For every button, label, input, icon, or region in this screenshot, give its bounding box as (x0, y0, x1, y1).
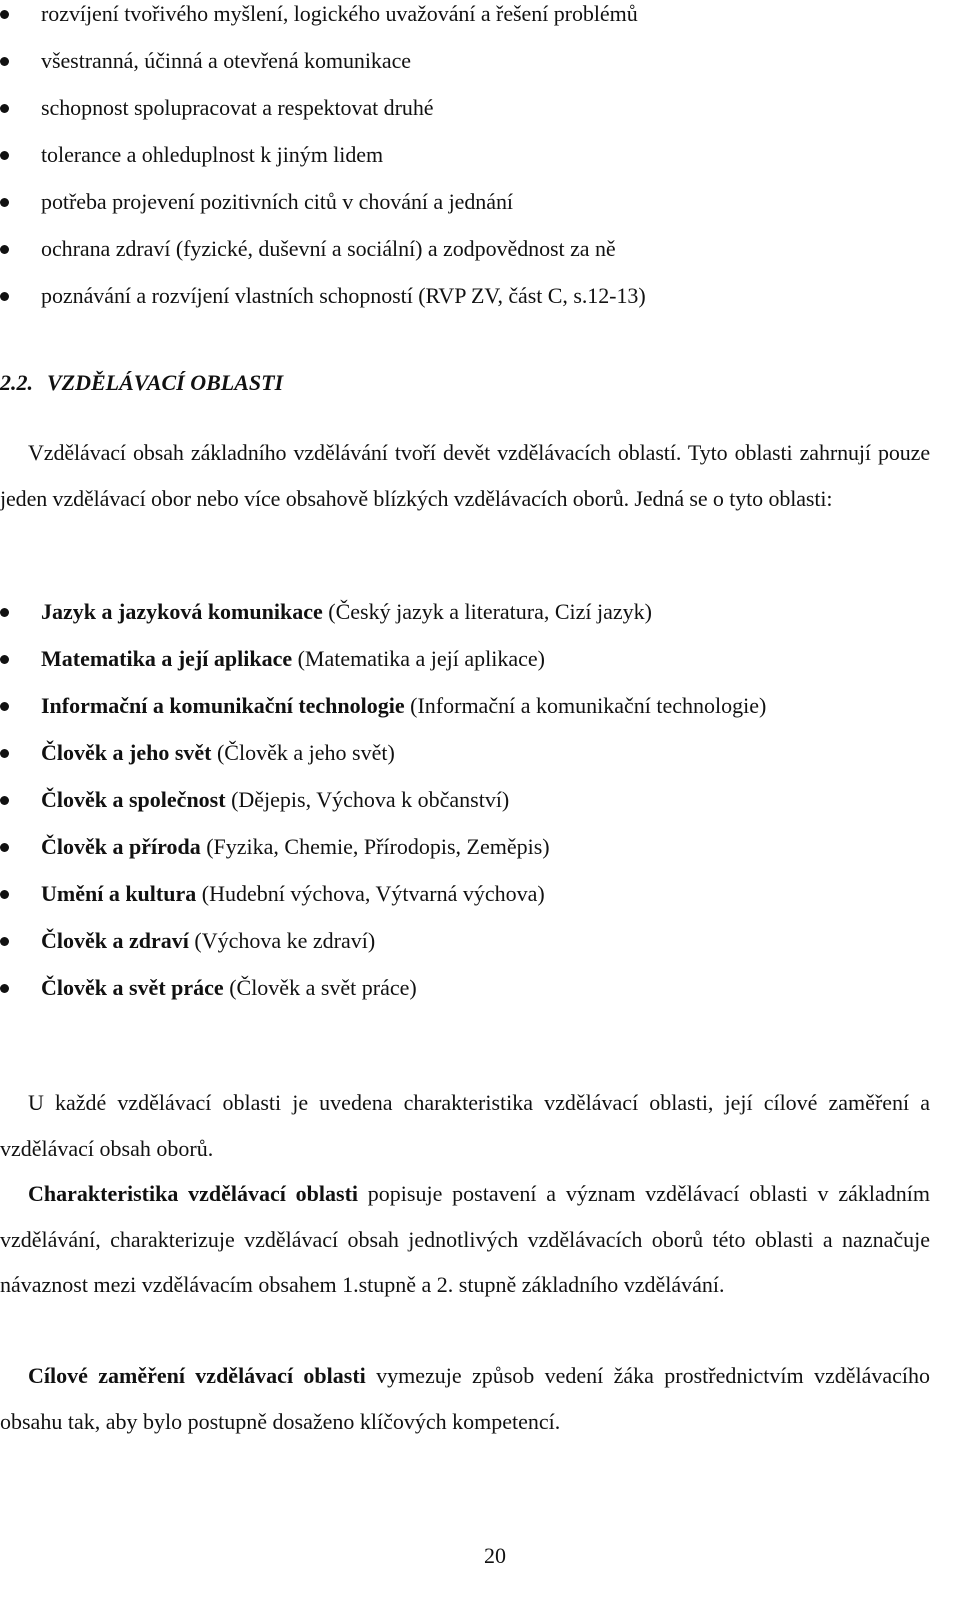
paragraph-characteristics: Charakteristika vzdělávací oblasti popisuje postavení a význam vzdělávací oblasti v základním vzdělávání, charakterizuje vzdělávací obsah jednotlivých vzdělávacích oborů této oblasti a naznačuje návaznost mezi vzdělávacím obsahem 1.stupně a 2. stupně základního vzdělávání. (0, 1181, 930, 1297)
list-item (0, 832, 940, 879)
section-title: VZDĚLÁVACÍ OBLASTI (47, 370, 284, 395)
bullet-icon (0, 608, 9, 617)
term-goals: Cílové zaměření vzdělávací oblasti (28, 1363, 366, 1388)
bullet-icon (0, 984, 9, 993)
area-name: Člověk a zdraví (41, 928, 189, 953)
area-name: Člověk a společnost (41, 787, 226, 812)
list-item: tolerance a ohleduplnost k jiným lidem (0, 140, 940, 187)
section-heading (0, 368, 283, 398)
bullet-icon (0, 937, 9, 946)
area-subjects: (Hudební výchova, Výtvarná výchova) (196, 881, 545, 906)
page-number: 20 (484, 1543, 506, 1568)
list-item (0, 691, 940, 738)
list-item (0, 597, 940, 644)
list-item: potřeba projevení pozitivních citů v chování a jednání (0, 187, 940, 234)
area-name: Umění a kultura (41, 881, 197, 906)
list-item (0, 926, 940, 973)
list-item: schopnost spolupracovat a respektovat druhé (0, 93, 940, 140)
section-number: 2.2. (0, 370, 33, 395)
bullet-icon (0, 843, 9, 852)
area-subjects: (Výchova ke zdraví) (188, 928, 376, 953)
paragraph-each-area: U každé vzdělávací oblasti je uvedena charakteristika vzdělávací oblasti, její cílové zaměření a vzdělávací obsah oborů. (0, 1090, 930, 1161)
education-areas-list (0, 597, 940, 1020)
bullet-icon (0, 749, 9, 758)
paragraph-goals: Cílové zaměření vzdělávací oblasti vymezuje způsob vedení žáka prostřednictvím vzdělávacího obsahu tak, aby bylo postupně dosaženo klíčových kompetencí. (0, 1363, 930, 1434)
area-subjects: (Člověk a jeho svět) (211, 740, 395, 765)
list-item: všestranná, účinná a otevřená komunikace (0, 46, 940, 93)
area-name: Jazyk a jazyková komunikace (41, 599, 323, 624)
competence-list (0, 0, 940, 328)
area-subjects: (Český jazyk a literatura, Cizí jazyk) (322, 599, 653, 624)
bullet-icon (0, 702, 9, 711)
area-subjects: (Matematika a její aplikace) (292, 646, 545, 671)
area-name: Člověk a svět práce (41, 975, 224, 1000)
bullet-icon (0, 104, 9, 113)
area-subjects: (Dějepis, Výchova k občanství) (225, 787, 510, 812)
bullet-icon (0, 151, 9, 160)
area-name: Informační a komunikační technologie (41, 693, 405, 718)
area-subjects: (Fyzika, Chemie, Přírodopis, Zeměpis) (200, 834, 550, 859)
list-item (0, 738, 940, 785)
list-item: poznávání a rozvíjení vlastních schopností (RVP ZV, část C, s.12-13) (0, 281, 940, 328)
bullet-icon (0, 57, 9, 66)
list-item (0, 644, 940, 691)
area-name: Člověk a příroda (41, 834, 201, 859)
bullet-icon (0, 655, 9, 664)
list-item: ochrana zdraví (fyzické, duševní a sociální) a zodpovědnost za ně (0, 234, 940, 281)
list-item (0, 879, 940, 926)
area-subjects: (Informační a komunikační technologie) (404, 693, 767, 718)
bullet-icon (0, 796, 9, 805)
area-name: Člověk a jeho svět (41, 740, 212, 765)
bullet-icon (0, 292, 9, 301)
bullet-icon (0, 198, 9, 207)
list-item (0, 785, 940, 832)
list-item (0, 973, 940, 1020)
bullet-icon (0, 245, 9, 254)
bullet-icon (0, 890, 9, 899)
list-item: rozvíjení tvořivého myšlení, logického uvažování a řešení problémů (0, 0, 940, 46)
area-name: Matematika a její aplikace (41, 646, 293, 671)
intro-paragraph: Vzdělávací obsah základního vzdělávání tvoří devět vzdělávacích oblastí. Tyto oblasti zahrnují pouze jeden vzdělávací obor nebo více obsahově blízkých vzdělávacích oborů. Jedná se o tyto oblasti: (0, 440, 930, 511)
bullet-icon (0, 10, 9, 19)
term-characteristics: Charakteristika vzdělávací oblasti (28, 1181, 359, 1206)
area-subjects: (Člověk a svět práce) (223, 975, 417, 1000)
